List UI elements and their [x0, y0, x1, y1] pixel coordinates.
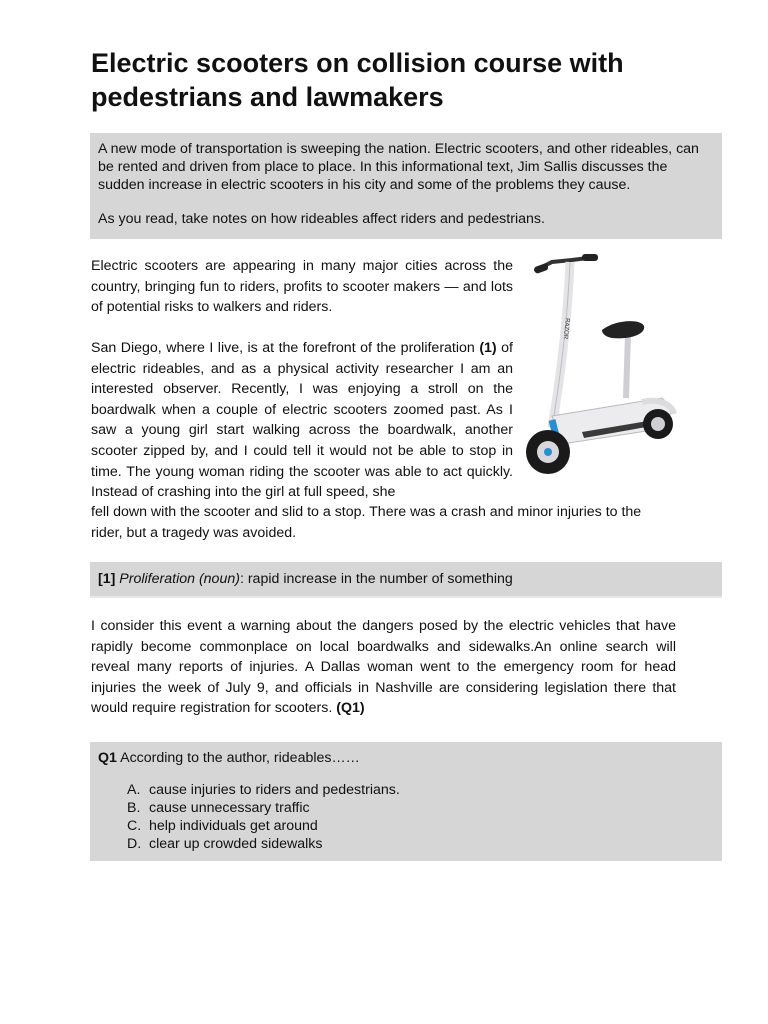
option-letter: C.	[127, 818, 142, 834]
body-paragraph-2-continued: fell down with the scooter and slid to a stop. There was a crash and minor injuries to the rider, but a tragedy was avoided.	[91, 504, 642, 541]
question-reference: (Q1)	[336, 700, 365, 717]
option-letter: D.	[127, 836, 142, 852]
option-letter: B.	[127, 800, 141, 816]
paragraph-text: of electric rideables, and as a physical activity researcher I am an interested observer. Recently, I was enjoying a stroll on the boardwalk when a couple of electric scooters zoomed past. As I saw a young girl start walking across the boardwalk, another scooter zipped by, and I could tell it would not be able to stop in time. The young woman riding the scooter was able to act quickly. Instead of crashing into the girl at full speed, she	[91, 340, 513, 501]
answer-option-c[interactable]	[127, 817, 714, 835]
answer-option-d[interactable]	[127, 835, 714, 853]
brand-logo: RAZOR	[561, 317, 570, 340]
question-prompt	[98, 749, 714, 767]
option-letter: A.	[127, 782, 141, 798]
option-text: cause unnecessary traffic	[149, 800, 310, 816]
body-paragraph-1: Electric scooters are appearing in many major cities across the country, bringing fun to riders, profits to scooter makers — and lots of potential risks to walkers and riders.	[91, 258, 513, 316]
question-text: According to the author, rideables……	[120, 750, 360, 766]
intro-box	[90, 133, 722, 239]
question-label: Q1	[98, 750, 117, 766]
page-title: Electric scooters on collision course with pedestrians and lawmakers	[91, 48, 624, 112]
footnote-box	[90, 562, 722, 598]
footnote-term: Proliferation (noun)	[119, 571, 240, 587]
option-text: clear up crowded sidewalks	[149, 836, 323, 852]
body-paragraph-2	[91, 338, 513, 503]
footnote-definition: : rapid increase in the number of something	[239, 571, 513, 587]
reading-instruction: As you read, take notes on how rideables affect riders and pedestrians.	[98, 211, 545, 227]
footnote-number: [1]	[98, 571, 116, 587]
electric-scooter-photo	[522, 248, 684, 484]
paragraph-text: San Diego, where I live, is at the forefront of the proliferation	[91, 340, 475, 356]
answer-option-b[interactable]	[127, 799, 714, 817]
option-text: cause injuries to riders and pedestrians.	[149, 782, 400, 798]
footnote-reference: (1)	[479, 340, 497, 356]
paragraph-text: I consider this event a warning about the dangers posed by the electric vehicles that have rapidly become commonplace on local boardwalks and sidewalks.An online search will reveal many reports of injuries. A Dallas woman went to the emergency room for head injuries the week of July 9, and officials in Nashville are considering legislation there that would require registration for scooters.	[91, 618, 676, 717]
body-paragraph-3	[91, 616, 676, 719]
answer-option-a[interactable]	[127, 781, 714, 799]
question-box	[90, 742, 722, 861]
intro-paragraph: A new mode of transportation is sweeping the nation. Electric scooters, and other rideables, can be rented and driven from place to place. In this informational text, Jim Sallis discusses the sudden increase in electric scooters in his city and some of the problems they cause.	[98, 141, 699, 193]
answer-options	[98, 781, 714, 853]
option-text: help individuals get around	[149, 818, 318, 834]
